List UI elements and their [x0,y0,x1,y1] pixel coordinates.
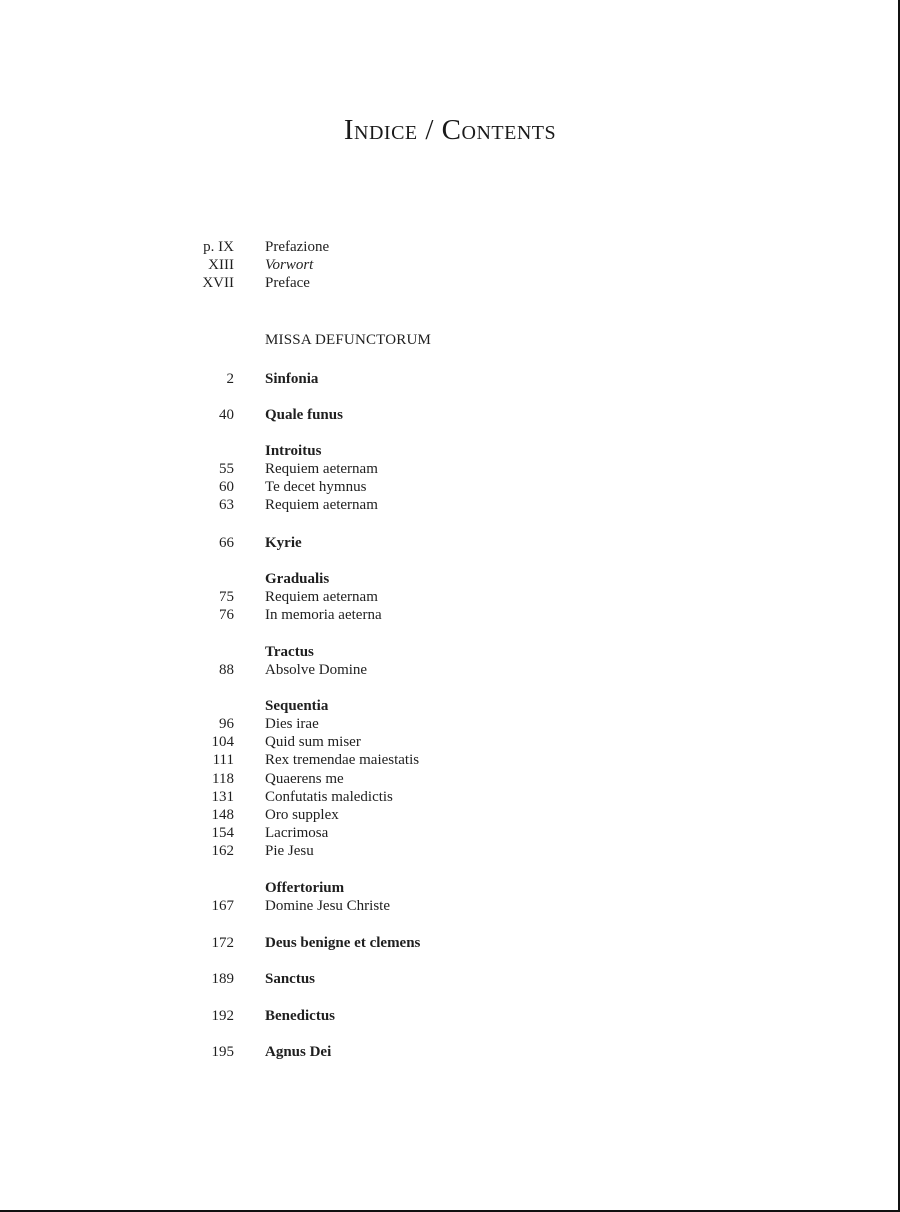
entry-label: Benedictus [265,1008,336,1024]
group-heading-label: Gradualis [265,571,330,587]
entry-label: Absolve Domine [265,662,368,678]
entry-label: In memoria aeterna [265,607,382,623]
group-heading-tractus [0,643,900,661]
page-number: 75 [219,589,234,605]
entry-label: Pie Jesu [265,843,314,859]
toc-row[interactable] [0,460,900,478]
group-heading-label: Introitus [265,443,322,459]
page-number: 55 [219,461,234,477]
toc-row[interactable] [0,606,900,624]
entry-label: Kyrie [265,535,302,551]
toc-row-benedictus[interactable] [0,1007,900,1025]
page-number: 167 [211,898,234,914]
entry-label: Vorwort [265,257,314,273]
toc-row[interactable] [0,788,900,806]
group-heading-label: Sequentia [265,698,329,714]
entry-label: Rex tremendae maiestatis [265,752,420,768]
page-number: 76 [219,607,234,623]
page-number: 172 [211,935,234,951]
toc-row[interactable] [0,824,900,842]
group-heading-label: Offertorium [265,880,345,896]
section-heading-label: MISSA DEFUNCTORUM [265,332,432,348]
toc-row[interactable] [0,588,900,606]
entry-label: Domine Jesu Christe [265,898,390,914]
toc-row[interactable] [0,770,900,788]
toc-row[interactable] [0,478,900,496]
toc-row[interactable] [0,842,900,860]
page-number: 189 [211,971,234,987]
toc-row[interactable] [0,496,900,514]
page-number: 40 [219,407,234,423]
entry-label: Lacrimosa [265,825,329,841]
entry-label: Prefazione [265,239,330,255]
group-heading-introitus [0,442,900,460]
toc-row-sinfonia[interactable] [0,370,900,388]
page-number: 60 [219,479,234,495]
toc-row-deus-benigne[interactable] [0,934,900,952]
entry-label: Quid sum miser [265,734,361,750]
toc-row-quale-funus[interactable] [0,406,900,424]
page-number: 131 [211,789,234,805]
entry-label: Agnus Dei [265,1044,332,1060]
page-number: 104 [211,734,234,750]
page-number: XIII [208,257,234,273]
page-number: 2 [226,371,234,387]
entry-label: Dies irae [265,716,319,732]
page-number: 118 [212,771,234,787]
toc-row-agnus-dei[interactable] [0,1043,900,1061]
page-number: p. IX [203,239,234,255]
entry-label: Deus benigne et clemens [265,935,421,951]
group-heading-label: Tractus [265,644,314,660]
page-number: 96 [219,716,234,732]
entry-label: Sinfonia [265,371,319,387]
entry-label: Quaerens me [265,771,344,787]
page-number: 63 [219,497,234,513]
toc-row-preface[interactable] [0,274,900,292]
section-heading [0,331,900,349]
toc-row[interactable] [0,733,900,751]
toc-row-sanctus[interactable] [0,970,900,988]
page-number: 111 [212,752,234,768]
page-number: 195 [211,1044,234,1060]
page-number: 88 [219,662,234,678]
entry-label: Requiem aeternam [265,461,378,477]
toc-row[interactable] [0,806,900,824]
toc-row-kyrie[interactable] [0,534,900,552]
entry-label: Sanctus [265,971,316,987]
page-number: 66 [219,535,234,551]
group-heading-sequentia [0,697,900,715]
page-number: 148 [211,807,234,823]
entry-label: Quale funus [265,407,343,423]
toc-row-prefazione[interactable] [0,238,900,256]
toc-row-vorwort[interactable] [0,256,900,274]
toc-row[interactable] [0,897,900,915]
page-number: 162 [211,843,234,859]
group-heading-gradualis [0,570,900,588]
page-number: XVII [202,275,234,291]
toc-row[interactable] [0,661,900,679]
entry-label: Preface [265,275,310,291]
page-number: 192 [211,1008,234,1024]
toc-row[interactable] [0,715,900,733]
page-title: Indice / Contents [343,114,557,146]
page-number: 154 [211,825,234,841]
group-heading-offertorium [0,879,900,897]
entry-label: Requiem aeternam [265,497,378,513]
entry-label: Confutatis maledictis [265,789,393,805]
entry-label: Te decet hymnus [265,479,367,495]
entry-label: Requiem aeternam [265,589,378,605]
entry-label: Oro supplex [265,807,339,823]
toc-row[interactable] [0,751,900,769]
